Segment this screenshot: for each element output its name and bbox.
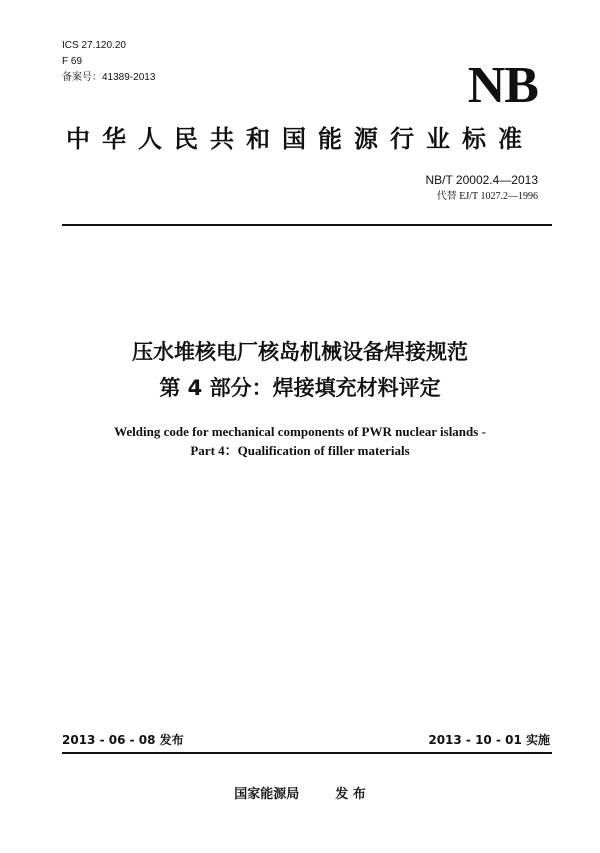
- publisher-name: 国家能源局: [234, 787, 300, 802]
- classification-code: F 69: [62, 56, 83, 67]
- title-cn-line2: 第 4 部分：焊接填充材料评定: [159, 376, 441, 400]
- footer-divider: [62, 752, 552, 754]
- title-cn-line1: 压水堆核电厂核岛机械设备焊接规范: [132, 340, 468, 364]
- issue-date: 2013 - 06 - 08 发布: [62, 733, 184, 747]
- publish-label: 发 布: [335, 787, 366, 802]
- ics-code: ICS 27.120.20: [62, 40, 126, 51]
- replaces-note: 代替 EJ/T 1027.2—1996: [436, 191, 538, 202]
- title-en-line1: Welding code for mechanical components of PWR nuclear islands -: [114, 424, 486, 439]
- title-en-line2: Part 4：Qualification of filler materials: [190, 443, 410, 458]
- publisher-line: [0, 787, 600, 803]
- standard-code: NB/T 20002.4—2013: [425, 173, 538, 187]
- implementation-date: 2013 - 10 - 01 实施: [428, 733, 550, 747]
- header-divider: [62, 224, 552, 226]
- standard-logo: NB: [467, 57, 538, 114]
- record-number: 备案号：41389-2013: [62, 72, 156, 83]
- organization-heading: 中华人民共和国能源行业标准: [66, 125, 534, 153]
